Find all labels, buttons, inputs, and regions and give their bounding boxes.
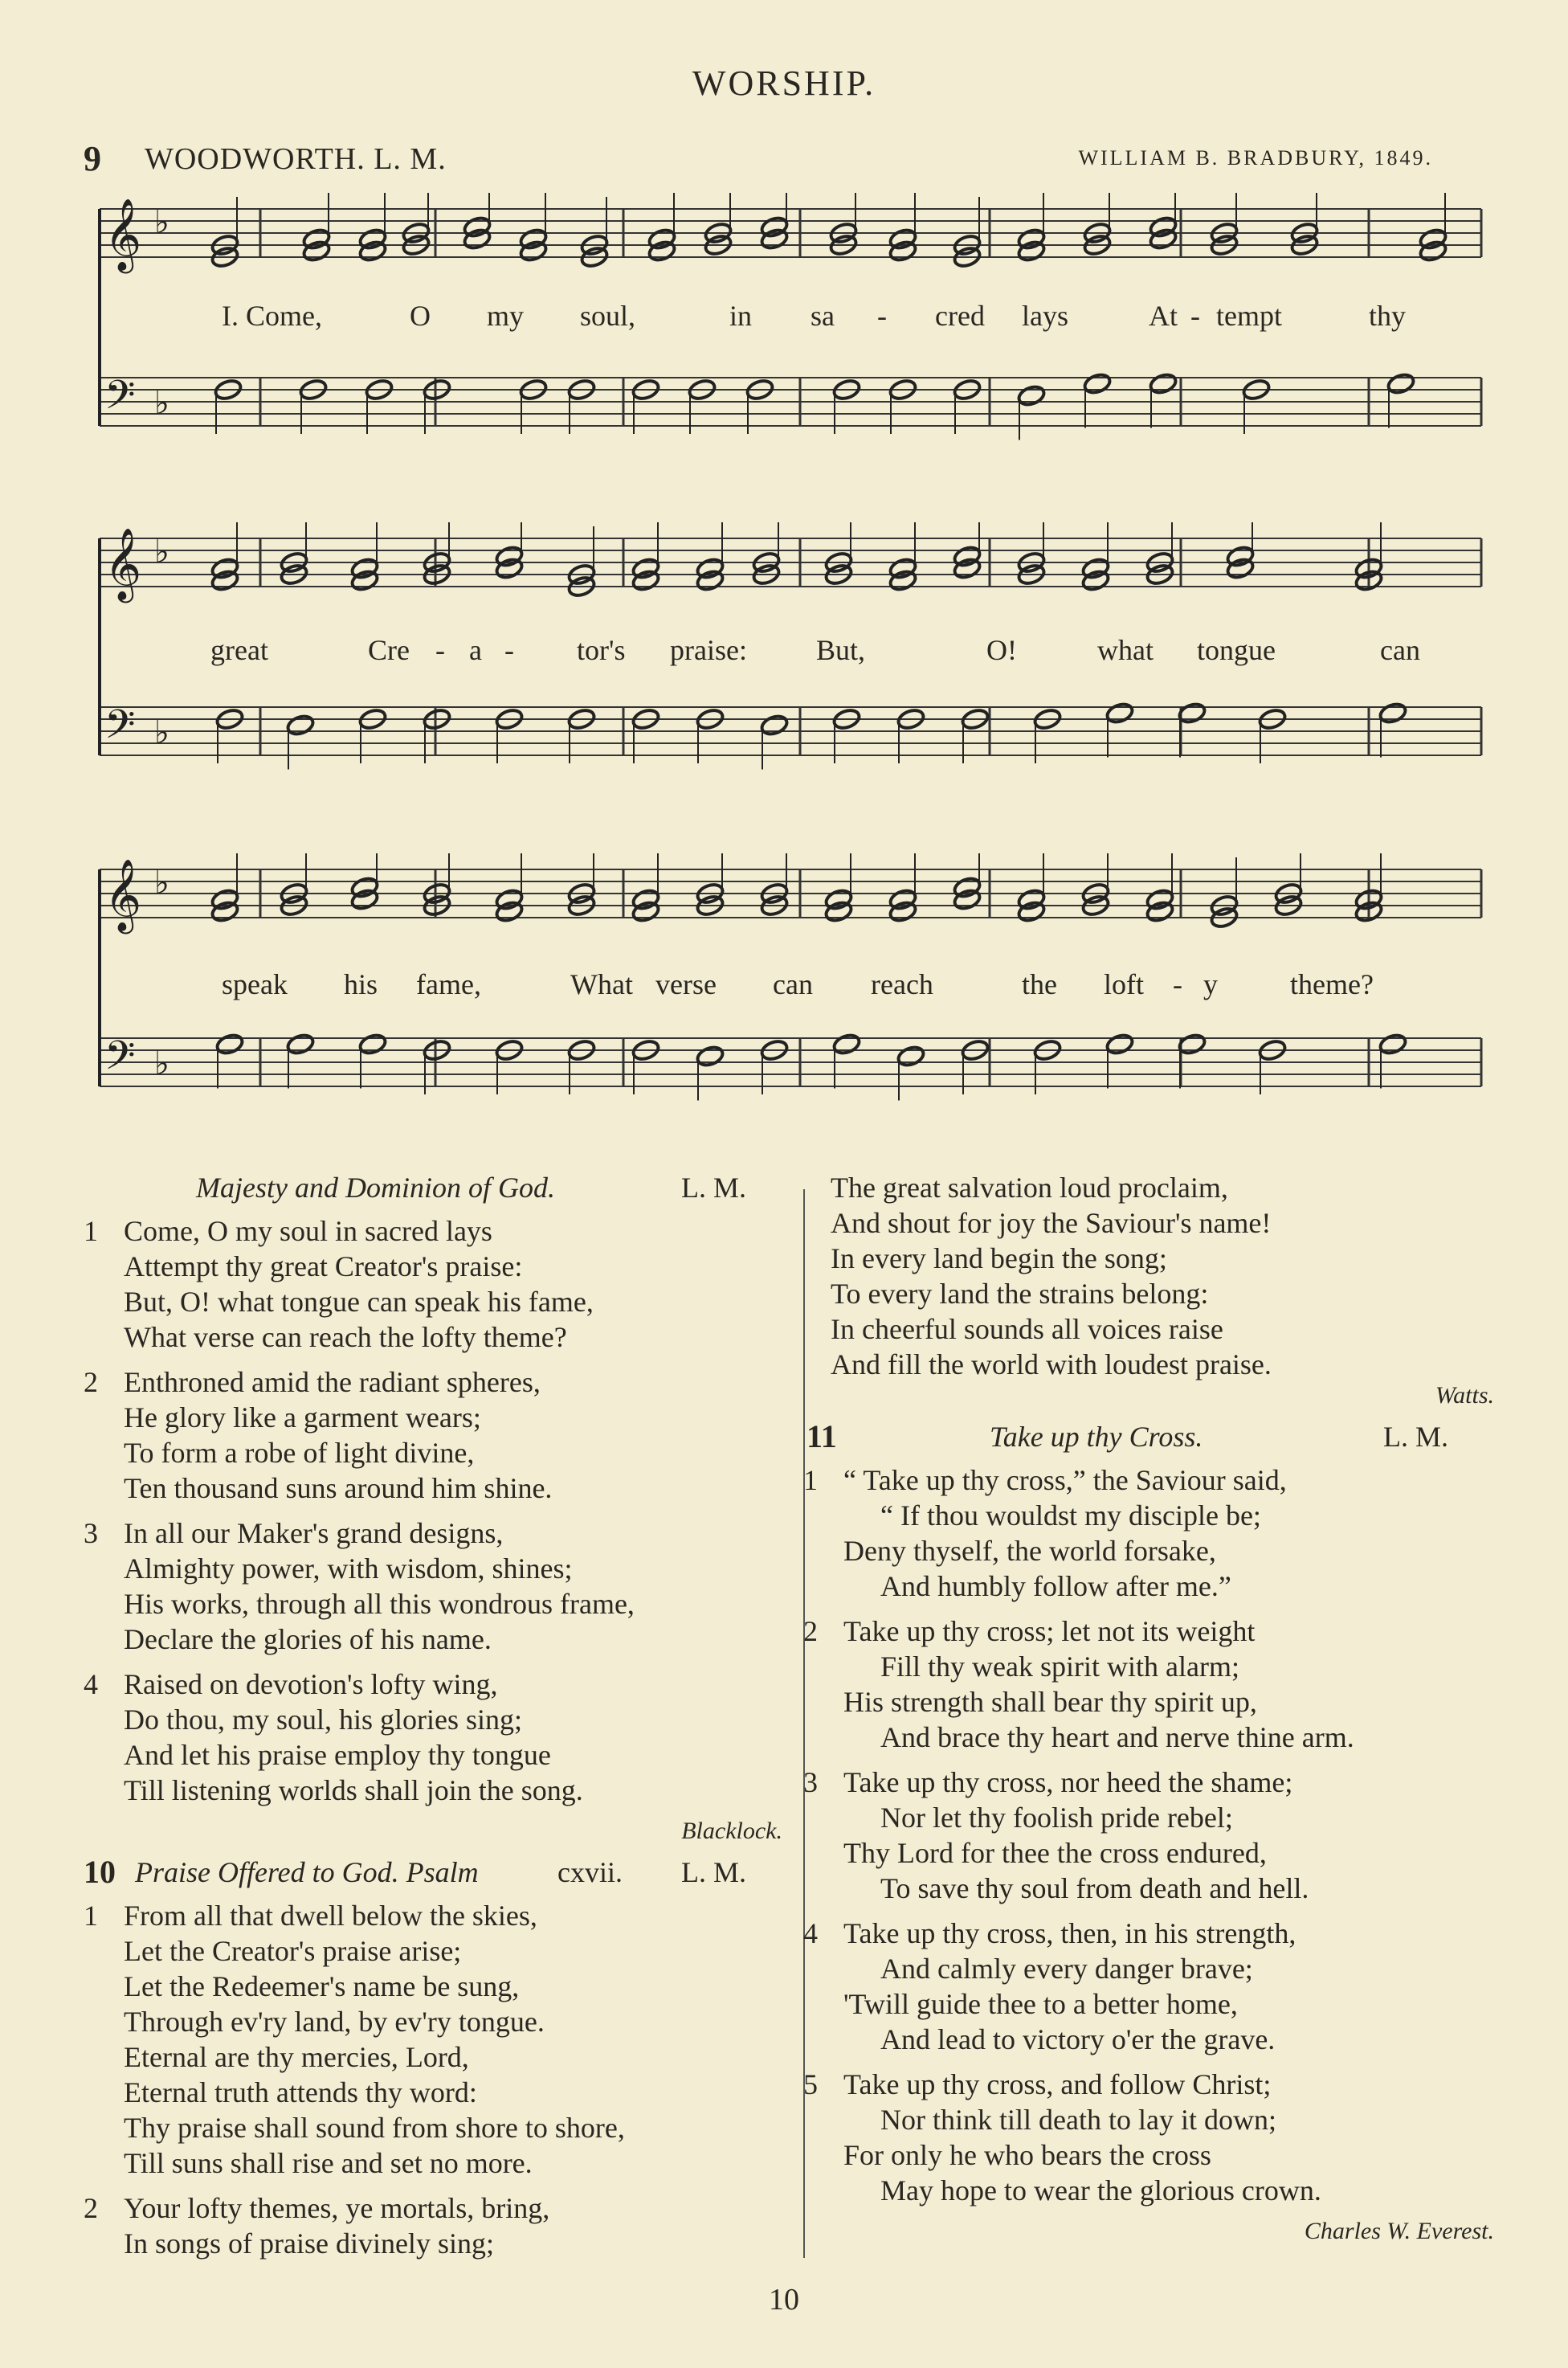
verse-text: Your lofty themes, ye mortals, bring, — [124, 2192, 550, 2224]
verse-line — [803, 2067, 1494, 2102]
verse-line — [84, 1737, 782, 1773]
note-head — [1017, 239, 1047, 264]
verse-line — [84, 2226, 782, 2261]
verse-line — [803, 2173, 1494, 2208]
verse-text: Attempt thy great Creator's praise: — [124, 1250, 523, 1282]
lyric-word: a — [469, 634, 482, 666]
verse-text: Take up thy cross, nor heed the shame; — [843, 1766, 1293, 1798]
note-head — [1083, 372, 1113, 396]
lyric-word: - — [1173, 968, 1182, 1000]
verse-text: Take up thy cross; let not its weight — [843, 1615, 1256, 1647]
verse-line — [803, 2137, 1494, 2173]
verse-text: Eternal truth attends thy word: — [124, 2076, 477, 2108]
hymn-title: Take up thy Cross. — [990, 1421, 1203, 1453]
verse-text: Take up thy cross, then, in his strength, — [843, 1917, 1296, 1949]
verse-text: The great salvation loud proclaim, — [831, 1172, 1228, 1204]
flat-icon: ♭ — [154, 865, 169, 901]
hymn-meter: L. M. — [681, 1856, 746, 1888]
tune-heading — [84, 138, 1433, 178]
verse-text: Nor think till death to lay it down; — [880, 2104, 1276, 2136]
verse-line — [84, 1969, 782, 2004]
hymn-title: Majesty and Dominion of God. — [196, 1172, 555, 1204]
verse-text: May hope to wear the glorious crown. — [880, 2174, 1321, 2206]
lyric-word: But, — [816, 634, 866, 666]
verse-line — [84, 2190, 782, 2226]
hymn-10-heading — [84, 1855, 782, 1898]
hymn-10-verses — [84, 1898, 782, 2271]
verse-text: In cheerful sounds all voices raise — [831, 1313, 1223, 1345]
verse-number: 3 — [803, 1766, 818, 1798]
verse-line — [84, 2004, 782, 2039]
note-head — [215, 1033, 245, 1057]
lyric-word: speak — [222, 968, 288, 1000]
note-head — [210, 569, 240, 593]
verse-line — [84, 1515, 782, 1551]
music-system-1 — [84, 193, 1489, 498]
verse-number: 2 — [84, 1366, 98, 1398]
verse-text: To form a robe of light divine, — [124, 1437, 475, 1469]
verse-number: 1 — [84, 1215, 98, 1247]
note-head — [888, 569, 918, 593]
flat-icon: ♭ — [154, 714, 169, 750]
note-head — [1386, 372, 1416, 396]
hymn-author: Watts. — [1435, 1382, 1494, 1409]
verse-text: “ Take up thy cross,” the Saviour said, — [843, 1464, 1287, 1496]
verse-line — [803, 1916, 1494, 1951]
note-head — [1149, 227, 1178, 252]
note-head — [358, 239, 388, 264]
note-head — [1105, 701, 1135, 726]
bass-clef-icon: 𝄢 — [104, 372, 136, 428]
bass-clef-icon: 𝄢 — [104, 1033, 136, 1089]
verse-text: To every land the strains belong: — [831, 1278, 1209, 1310]
lyric-word: thy — [1369, 300, 1407, 332]
flat-icon: ♭ — [154, 1045, 169, 1082]
verse-text: In every land begin the song; — [831, 1242, 1167, 1274]
verse-line — [803, 1311, 1494, 1347]
lyric-word: At — [1149, 300, 1178, 332]
note-head — [1149, 372, 1178, 396]
hymn-9-heading — [84, 1170, 782, 1213]
staff-system-1 — [84, 193, 1489, 498]
lyric-word: - — [1190, 300, 1200, 332]
verse-line — [803, 1170, 1494, 1205]
note-head — [350, 888, 380, 912]
lyric-word: can — [773, 968, 813, 1000]
verse-text: In all our Maker's grand designs, — [124, 1517, 504, 1549]
note-head — [888, 239, 918, 264]
note-head — [1178, 701, 1207, 726]
verse-line — [84, 1319, 782, 1355]
verse-text: Enthroned amid the radiant spheres, — [124, 1366, 541, 1398]
verse-text: Eternal are thy mercies, Lord, — [124, 2041, 469, 2073]
verse-line — [803, 1835, 1494, 1871]
note-head — [647, 239, 677, 264]
music-system-2 — [84, 522, 1489, 828]
note-head — [953, 888, 982, 912]
lyric-word: verse — [655, 968, 717, 1000]
note-head — [760, 714, 790, 738]
lyric-word: what — [1097, 634, 1154, 666]
note-head — [1017, 384, 1047, 408]
verse-text: Take up thy cross, and follow Christ; — [843, 2068, 1272, 2100]
right-column — [803, 1170, 1494, 2250]
note-head — [302, 239, 332, 264]
staff-system-2 — [84, 522, 1489, 828]
verse-text: To save thy soul from death and hell. — [880, 1872, 1309, 1904]
lyric-word: praise: — [670, 634, 747, 666]
verse-line — [803, 1205, 1494, 1241]
note-head — [832, 1033, 862, 1057]
lyric-word: O! — [986, 634, 1017, 666]
verse-line — [84, 1400, 782, 1435]
verse-text: Through ev'ry land, by ev'ry tongue. — [124, 2006, 545, 2038]
verse-line — [84, 2145, 782, 2181]
verse-line — [84, 1933, 782, 1969]
note-head — [1419, 239, 1448, 264]
lyric-word: can — [1380, 634, 1420, 666]
verse-line — [84, 2039, 782, 2075]
staff-system-3 — [84, 853, 1489, 1159]
verse-text: For only he who bears the cross — [843, 2139, 1211, 2171]
verse-text: He glory like a garment wears; — [124, 1401, 481, 1433]
hymn-title: Praise Offered to God. Psalm — [135, 1856, 479, 1888]
verse-text: And fill the world with loudest praise. — [831, 1348, 1272, 1380]
note-head — [896, 1045, 926, 1069]
verse-line — [803, 1498, 1494, 1533]
verse-line — [803, 1765, 1494, 1800]
verse-text: Thy Lord for thee the cross endured, — [843, 1837, 1267, 1869]
verse-text: What verse can reach the lofty theme? — [124, 1321, 567, 1353]
note-head — [824, 900, 854, 924]
lyric-word: y — [1203, 968, 1218, 1000]
bass-clef-icon: 𝄢 — [104, 701, 136, 758]
verse-number: 4 — [803, 1917, 818, 1949]
verse-text: And shout for joy the Saviour's name! — [831, 1207, 1272, 1239]
lyric-word: my — [487, 300, 525, 332]
note-head — [286, 714, 316, 738]
hymn-author: Blacklock. — [681, 1818, 782, 1844]
lyrics-line-3 — [84, 967, 1489, 1000]
note-head — [519, 239, 549, 264]
flat-icon: ♭ — [154, 385, 169, 421]
verse-number: 2 — [803, 1615, 818, 1647]
verse-text: And brace thy heart and nerve thine arm. — [880, 1721, 1354, 1753]
note-head — [463, 227, 492, 252]
verse-line — [84, 2075, 782, 2110]
note-head — [1226, 557, 1256, 581]
section-header: WORSHIP. — [692, 63, 876, 103]
verse-line — [84, 1586, 782, 1622]
verse-line — [84, 1284, 782, 1319]
lyric-word: cred — [935, 300, 985, 332]
lyric-word: lays — [1022, 300, 1068, 332]
verse-text: Till listening worlds shall join the song. — [124, 1774, 583, 1806]
lyric-word: theme? — [1290, 968, 1374, 1000]
verse-text: “ If thou wouldst my disciple be; — [880, 1499, 1261, 1532]
verse-number: 1 — [84, 1900, 98, 1932]
verse-text: Ten thousand suns around him shine. — [124, 1472, 553, 1504]
verse-text: 'Twill guide thee to a better home, — [843, 1988, 1238, 2020]
note-head — [350, 569, 380, 593]
page-number: 10 — [769, 2283, 799, 2317]
hymn-11-heading — [803, 1419, 1494, 1462]
verse-line — [803, 1986, 1494, 2022]
verse-text: Till suns shall rise and set no more. — [124, 2147, 533, 2179]
verse-text: Fill thy weak spirit with alarm; — [880, 1650, 1239, 1683]
lyric-word: tongue — [1197, 634, 1276, 666]
verse-line — [84, 1435, 782, 1470]
lyric-word: What — [570, 968, 633, 1000]
verse-line — [803, 1568, 1494, 1604]
lyric-word: loft — [1104, 968, 1144, 1000]
verse-line — [803, 1241, 1494, 1276]
verse-line — [84, 1773, 782, 1808]
hymn-meter: L. M. — [1383, 1421, 1448, 1453]
hymn-10-continued — [803, 1170, 1494, 1382]
verse-text: But, O! what tongue can speak his fame, — [124, 1286, 594, 1318]
note-head — [888, 900, 918, 924]
verse-text: And calmly every danger brave; — [880, 1953, 1253, 1985]
verse-number: 2 — [84, 2192, 98, 2224]
verse-line — [803, 1613, 1494, 1649]
note-head — [631, 569, 661, 593]
lyric-word: O — [410, 300, 431, 332]
note-head — [495, 557, 525, 581]
verse-text: And lead to victory o'er the grave. — [880, 2023, 1276, 2055]
lyric-word: fame, — [416, 968, 481, 1000]
verse-number: 4 — [84, 1668, 98, 1700]
note-head — [696, 569, 725, 593]
tune-name: WOODWORTH. L. M. — [145, 142, 447, 176]
verse-line — [803, 1871, 1494, 1906]
verse-line — [803, 1462, 1494, 1498]
note-head — [358, 1033, 388, 1057]
treble-clef-icon: 𝄞 — [104, 528, 142, 600]
verse-line — [803, 1720, 1494, 1755]
lyric-word: the — [1022, 968, 1057, 1000]
lyric-word: - — [504, 634, 514, 666]
lyric-word: his — [344, 968, 378, 1000]
lyric-word: I. Come, — [222, 300, 322, 332]
verse-line — [803, 2102, 1494, 2137]
hymn-number: 11 — [806, 1418, 837, 1454]
verse-text: Deny thyself, the world forsake, — [843, 1535, 1216, 1567]
hymn-meter: L. M. — [681, 1172, 746, 1204]
note-head — [631, 900, 661, 924]
verse-line — [84, 1249, 782, 1284]
verse-text: Thy praise shall sound from shore to shore, — [124, 2112, 625, 2144]
verse-line — [803, 1276, 1494, 1311]
verse-line — [803, 1649, 1494, 1684]
note-head — [1178, 1033, 1207, 1057]
music-system-3 — [84, 853, 1489, 1159]
verse-text: And let his praise employ thy tongue — [124, 1739, 551, 1771]
verse-text: Let the Creator's praise arise; — [124, 1935, 462, 1967]
lyric-word: sa — [811, 300, 835, 332]
verse-line — [803, 1951, 1494, 1986]
lyric-word: - — [435, 634, 445, 666]
verse-line — [803, 1347, 1494, 1382]
tune-composer: WILLIAM B. BRADBURY, 1849. — [1078, 146, 1433, 170]
note-head — [495, 900, 525, 924]
lyric-word: Cre — [368, 634, 410, 666]
verse-number: 5 — [803, 2068, 818, 2100]
verse-text: Declare the glories of his name. — [124, 1623, 492, 1655]
verse-text: Nor let thy foolish pride rebel; — [880, 1802, 1233, 1834]
verse-text: Do thou, my soul, his glories sing; — [124, 1703, 523, 1736]
note-head — [210, 900, 240, 924]
note-head — [696, 1045, 725, 1069]
hymn-number: 10 — [84, 1854, 116, 1890]
lyric-word: reach — [871, 968, 933, 1000]
verse-number: 3 — [84, 1517, 98, 1549]
verse-line — [803, 1533, 1494, 1568]
verse-text: Come, O my soul in sacred lays — [124, 1215, 492, 1247]
verse-number: 1 — [803, 1464, 818, 1496]
lyric-word: soul, — [580, 300, 636, 332]
note-head — [1081, 569, 1111, 593]
note-head — [286, 1033, 316, 1057]
lyric-word: great — [210, 634, 268, 666]
note-head — [1105, 1033, 1135, 1057]
verse-text: And humbly follow after me.” — [880, 1570, 1231, 1602]
lyrics-line-2 — [84, 633, 1489, 665]
verse-line — [84, 1702, 782, 1737]
lyric-word: tempt — [1216, 300, 1282, 332]
note-head — [760, 227, 790, 252]
verse-line — [803, 2022, 1494, 2057]
treble-clef-icon: 𝄞 — [104, 198, 142, 271]
note-head — [1378, 701, 1408, 726]
verse-line — [84, 1622, 782, 1657]
left-column — [84, 1170, 782, 2271]
verse-line — [84, 1551, 782, 1586]
verse-text: In songs of praise divinely sing; — [124, 2227, 494, 2260]
hymn-11-verses — [803, 1462, 1494, 2218]
lyric-word: - — [877, 300, 887, 332]
note-head — [1017, 900, 1047, 924]
note-head — [953, 557, 982, 581]
lyric-word: in — [729, 300, 753, 332]
flat-icon: ♭ — [154, 204, 169, 240]
verse-line — [84, 1364, 782, 1400]
verse-text: His works, through all this wondrous frame, — [124, 1588, 635, 1620]
hymn-psalm: cxvii. — [557, 1856, 623, 1888]
verse-line — [84, 1470, 782, 1506]
hymn-author: Charles W. Everest. — [1304, 2218, 1494, 2244]
treble-clef-icon: 𝄞 — [104, 859, 142, 931]
lyrics-line-1 — [84, 299, 1489, 331]
verse-text: Almighty power, with wisdom, shines; — [124, 1552, 573, 1585]
note-head — [1378, 1033, 1408, 1057]
verse-text: His strength shall bear thy spirit up, — [843, 1686, 1257, 1718]
note-head — [1145, 900, 1175, 924]
verse-line — [803, 1684, 1494, 1720]
verse-text: Let the Redeemer's name be sung, — [124, 1970, 520, 2002]
verse-line — [84, 1667, 782, 1702]
verse-line — [84, 1213, 782, 1249]
hymn-9-verses — [84, 1213, 782, 1818]
verse-text: Raised on devotion's lofty wing, — [124, 1668, 498, 1700]
verse-line — [84, 2110, 782, 2145]
lyric-word: tor's — [577, 634, 626, 666]
verse-line — [84, 1898, 782, 1933]
flat-icon: ♭ — [154, 534, 169, 570]
verse-line — [803, 1800, 1494, 1835]
verse-text: From all that dwell below the skies, — [124, 1900, 537, 1932]
tune-number: 9 — [84, 139, 101, 178]
